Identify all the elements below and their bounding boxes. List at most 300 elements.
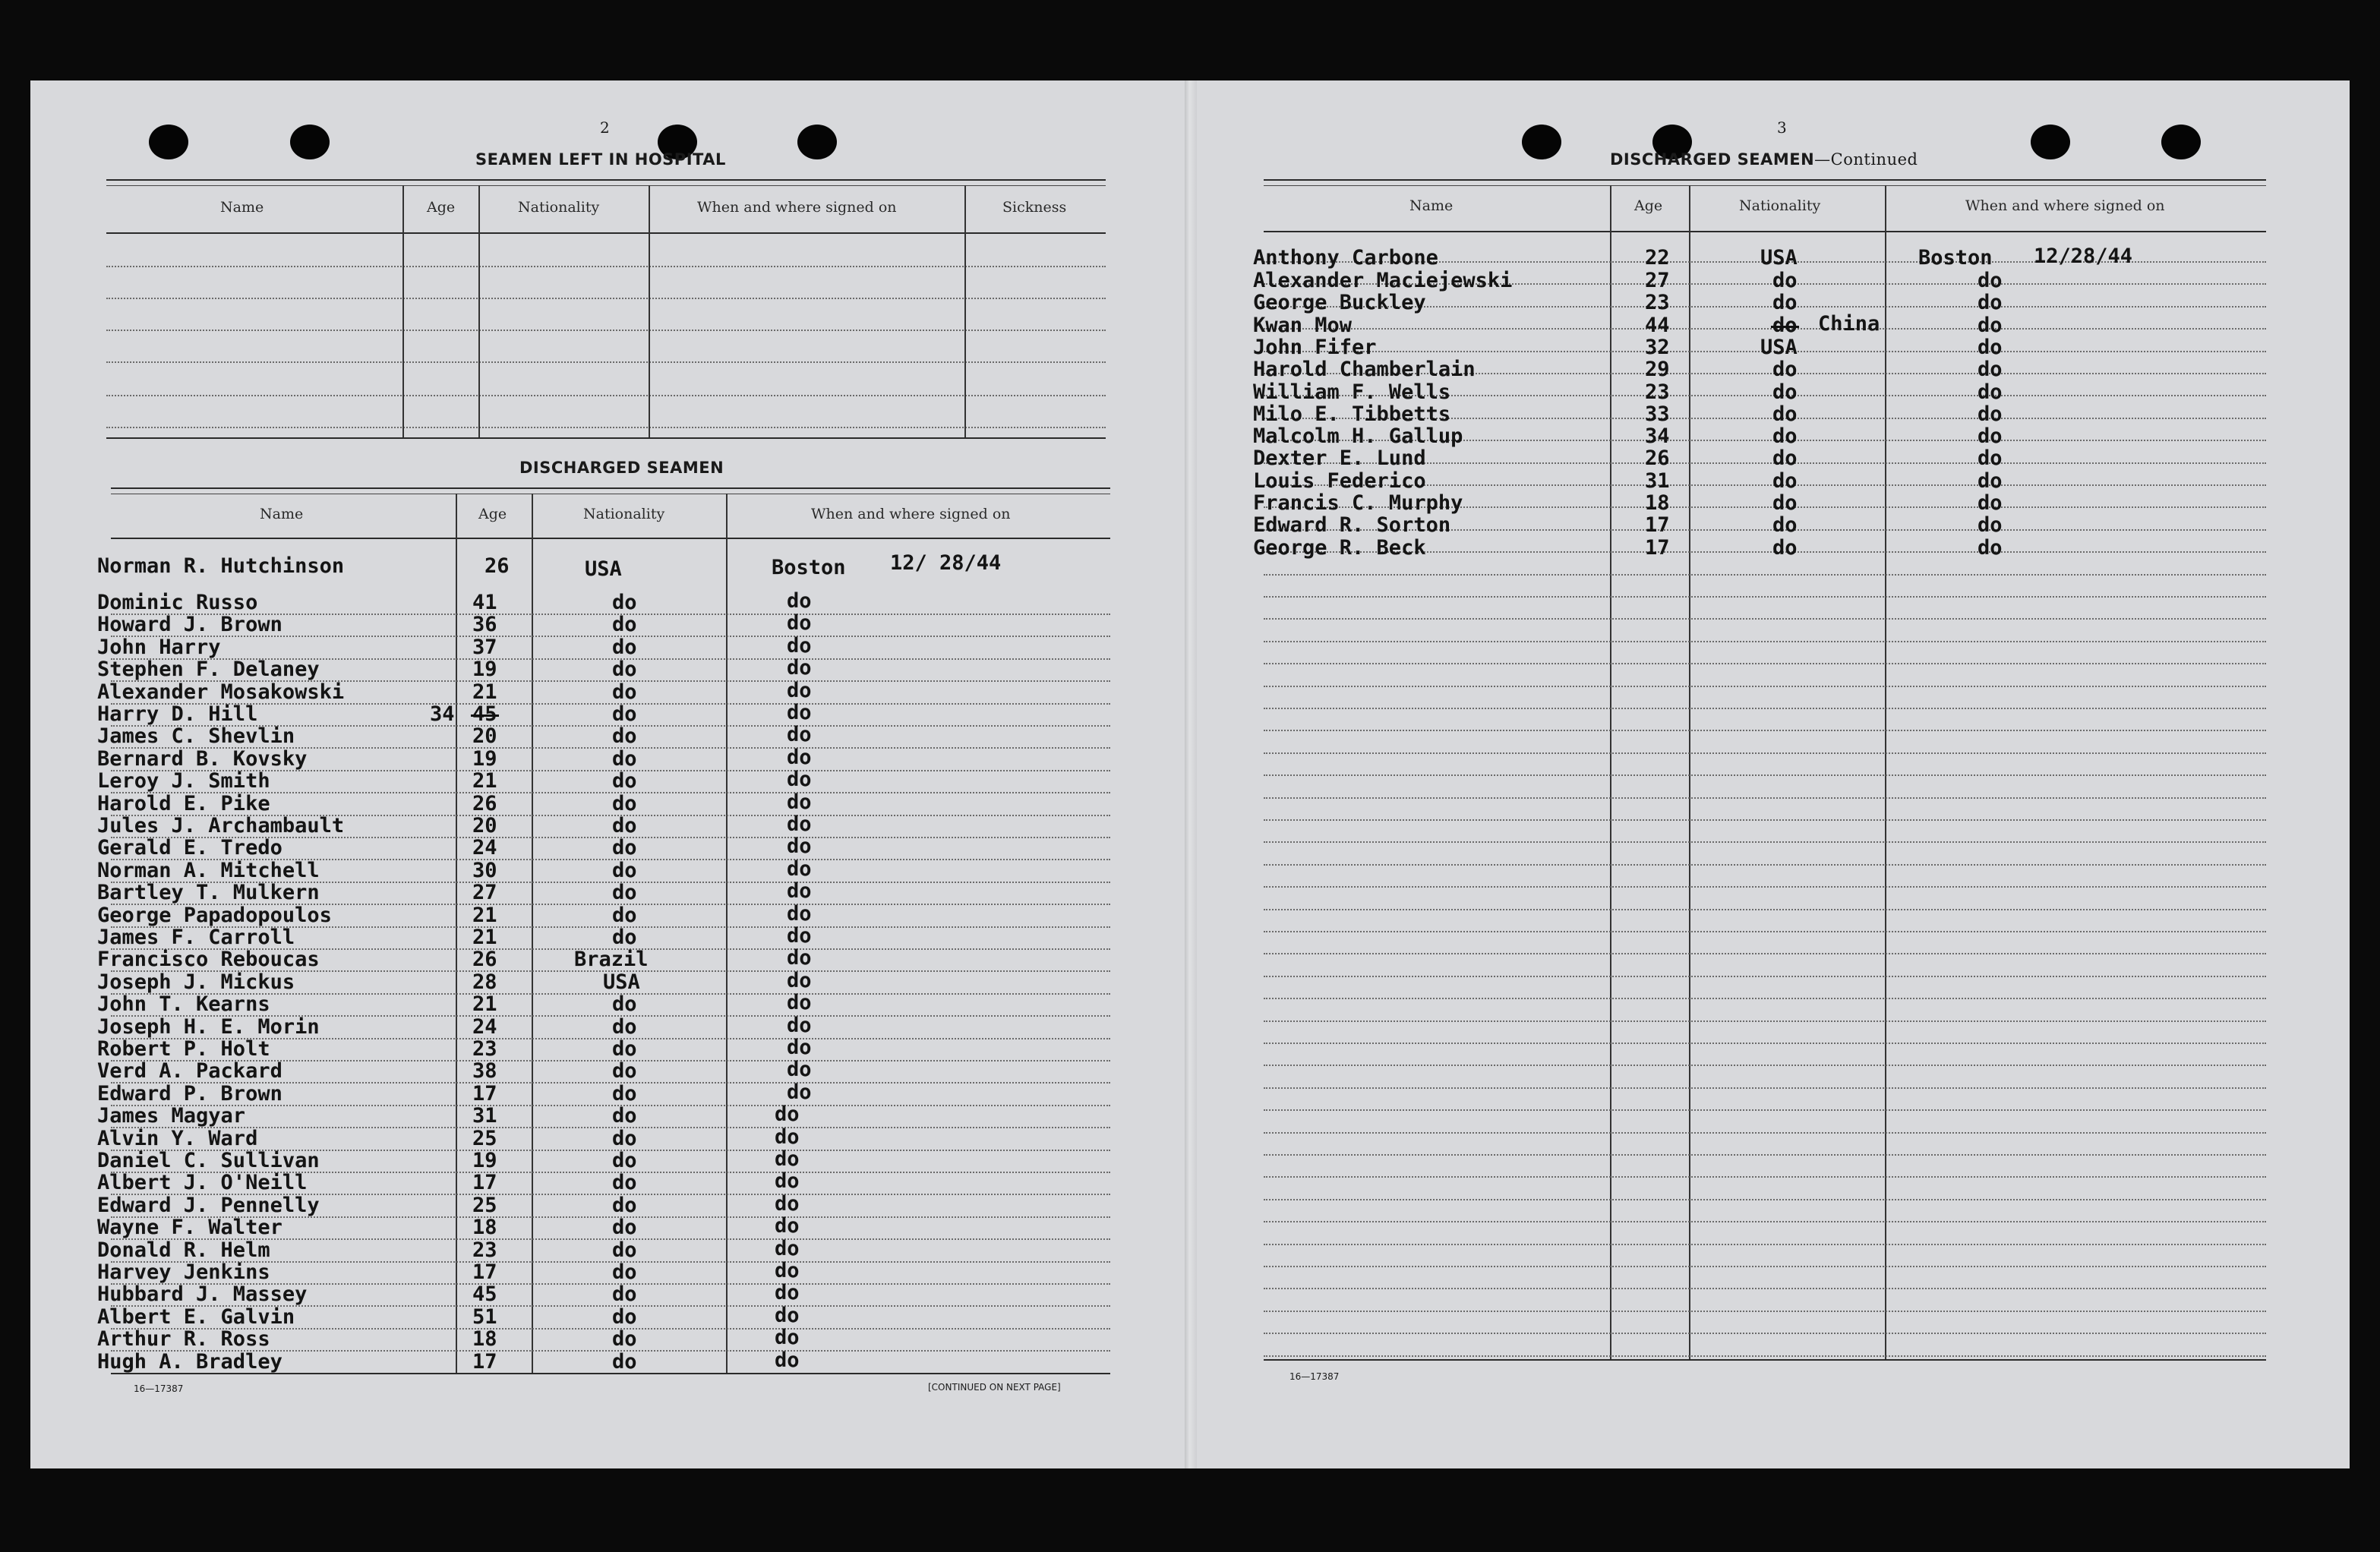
seaman-nationality: do [612,1015,637,1039]
row-line [1264,1109,2266,1111]
signed-on: do [1978,424,2003,448]
seaman-nationality: do [1772,536,1798,560]
seaman-name: Harvey Jenkins [97,1260,270,1284]
seaman-age: 17 [472,1350,497,1374]
column-header-age: Age [478,506,507,522]
seaman-age: 27 [1645,269,1670,292]
seaman-age: 29 [1645,358,1670,381]
age-correction: 34 [430,702,455,726]
table-rule [1264,185,2266,186]
seaman-nationality: do [612,702,637,726]
seaman-name: Edward J. Pennelly [97,1194,320,1217]
signed-on: do [775,1237,800,1260]
seaman-age: 22 [1645,246,1670,270]
column-header-nationality: Nationality [1739,197,1821,214]
signed-on: do [775,1214,800,1238]
signed-on: do [775,1169,800,1193]
row-line [1264,864,2266,866]
seaman-name: Joseph J. Mickus [97,970,295,994]
seaman-age: 51 [472,1305,497,1329]
table-rule [111,487,1110,489]
seaman-age: 26 [472,948,497,971]
signed-on: do [787,834,812,858]
row-line [1264,998,2266,999]
signed-on: do [1978,291,2003,314]
seaman-name: Harold Chamberlain [1253,358,1476,381]
seaman-age: 38 [472,1059,497,1083]
row-line [1264,953,2266,954]
seaman-name: Gerald E. Tredo [97,836,283,860]
seaman-nationality: do [612,769,637,793]
row-line [1264,708,2266,709]
signed-on: do [775,1147,800,1171]
seaman-nationality: do [612,1327,637,1351]
seaman-age: 21 [472,926,497,949]
row-line [106,395,1106,396]
seaman-age: 23 [472,1238,497,1262]
signed-on: do [787,768,812,791]
row-line [1264,1132,2266,1134]
seaman-name: Edward P. Brown [97,1082,283,1106]
punch-hole [797,125,837,159]
column-header-name: Name [220,199,264,216]
seaman-nationality: do [612,1260,637,1284]
seaman-nationality: do [1772,269,1798,292]
column-header-age: Age [427,199,456,216]
signed-on-date: 12/ 28/44 [890,551,1002,575]
seaman-age: 27 [472,881,497,904]
seaman-age: 26 [485,554,510,578]
seaman-age: 23 [1645,380,1670,404]
seaman-age: 20 [472,814,497,838]
seaman-age: 18 [472,1327,497,1351]
seaman-nationality: USA [603,970,640,994]
seaman-name: John T. Kearns [97,992,270,1016]
signed-on: do [775,1349,800,1372]
seaman-nationality: do [612,1238,637,1262]
signed-on-date: 12/28/44 [2034,244,2133,268]
seaman-age: 19 [472,1149,497,1172]
seaman-nationality: USA [1760,336,1798,359]
seaman-nationality: do [1772,513,1798,537]
seaman-age: 21 [472,769,497,793]
table-rule [111,538,1110,539]
row-line [1264,1288,2266,1289]
signed-on: do [787,812,812,836]
seaman-nationality: do [612,1350,637,1374]
row-line [1264,1266,2266,1267]
column-header-signed: When and where signed on [697,199,897,216]
struck-nationality [1772,314,1798,337]
seaman-age: 45 [472,1282,497,1306]
form-number: 16—17387 [1289,1371,1340,1382]
seaman-nationality: do [612,814,637,838]
seaman-name: Hubbard J. Massey [97,1282,308,1306]
signed-on: do [1978,513,2003,537]
signed-on: do [775,1102,800,1126]
signed-on: do [775,1125,800,1149]
seaman-name: Joseph H. E. Morin [97,1015,320,1039]
seaman-age [472,702,497,726]
seaman-name: Dexter E. Lund [1253,446,1426,470]
punch-hole [2031,125,2070,159]
row-line [1264,1043,2266,1044]
seaman-name: Verd A. Packard [97,1059,283,1083]
seaman-nationality: do [612,859,637,882]
row-line [1264,686,2266,687]
seaman-age: 41 [472,591,497,614]
table-rule [106,185,1106,186]
page-number: 2 [600,118,610,137]
seaman-age: 28 [472,970,497,994]
seaman-name: George Papadopoulos [97,904,332,927]
signed-on: do [775,1304,800,1327]
section-title-suffix: —Continued [1814,150,1918,169]
signed-on: do [787,902,812,926]
seaman-age: 17 [472,1082,497,1106]
row-line [1264,1087,2266,1089]
seaman-age: 32 [1645,336,1670,359]
seaman-name: Jules J. Archambault [97,814,345,838]
table-rule [106,437,1106,439]
signed-on: do [787,701,812,724]
seaman-nationality: do [1772,424,1798,448]
signed-on: do [787,857,812,881]
row-line [1264,1154,2266,1156]
row-line [1264,976,2266,977]
column-divider [1885,185,1886,1359]
seaman-nationality: do [612,836,637,860]
column-divider [726,494,728,1373]
column-divider [1610,185,1611,1359]
seaman-name: William F. Wells [1253,380,1451,404]
column-divider [532,494,533,1373]
seaman-name: Francis C. Murphy [1253,491,1463,515]
seaman-age: 19 [472,658,497,681]
seaman-age: 23 [1645,291,1670,314]
seaman-age: 25 [472,1194,497,1217]
section-title-main: DISCHARGED SEAMEN [1610,150,1815,169]
row-line [1264,328,2266,330]
signed-on: do [787,969,812,992]
row-line [1264,1244,2266,1245]
seaman-name: Norman R. Hutchinson [97,554,345,578]
table-rule [106,179,1106,181]
seaman-name: Kwan Mow [1253,314,1353,337]
column-divider [649,185,650,437]
signed-on: do [775,1281,800,1304]
seaman-nationality: do [612,926,637,949]
seaman-nationality: do [612,904,637,927]
signed-on: do [787,879,812,903]
signed-on-place: Boston [772,556,846,579]
seaman-name: Howard J. Brown [97,613,283,636]
seaman-name: Dominic Russo [97,591,258,614]
signed-on: do [787,1036,812,1059]
seaman-age: 18 [472,1216,497,1239]
signed-on: do [1978,446,2003,470]
seaman-name: Francisco Reboucas [97,948,320,971]
seaman-nationality: do [1772,446,1798,470]
row-line [1264,1199,2266,1200]
signed-on: do [787,679,812,702]
row-line [1264,931,2266,932]
punch-hole [290,125,330,159]
seaman-age: 20 [472,724,497,748]
row-line [1264,663,2266,664]
seaman-age: 26 [472,792,497,815]
signed-on: do [1978,491,2003,515]
row-line [1264,730,2266,731]
punch-hole [1522,125,1561,159]
seaman-name: Alvin Y. Ward [97,1127,258,1150]
seaman-nationality: do [612,1171,637,1194]
row-line [1264,886,2266,888]
page-number: 3 [1777,118,1787,137]
seaman-name: Albert J. O'Neill [97,1171,308,1194]
seaman-name: Harry D. Hill [97,702,258,726]
column-divider [964,185,966,437]
seaman-age: 18 [1645,491,1670,515]
seaman-age: 23 [472,1037,497,1061]
column-header-nationality: Nationality [583,506,665,522]
row-line [1264,909,2266,910]
column-divider [478,185,480,437]
column-header-name: Name [1409,197,1454,214]
seaman-age: 30 [472,859,497,882]
signed-on: do [775,1326,800,1349]
seaman-age: 17 [472,1171,497,1194]
seaman-name: Norman A. Mitchell [97,859,320,882]
row-line [1264,1065,2266,1066]
row-line [111,1127,1110,1128]
hospital-section-title: SEAMEN LEFT IN HOSPITAL [475,150,726,169]
table-rule [1264,1359,2266,1361]
column-header-nationality: Nationality [518,199,600,216]
seaman-name: John Fifer [1253,336,1377,359]
seaman-nationality: do [612,1194,637,1217]
column-header-name: Name [260,506,304,522]
table-rule [1264,179,2266,181]
seaman-nationality: Brazil [574,948,649,971]
row-line [1264,819,2266,821]
seaman-name: Harold E. Pike [97,792,270,815]
signed-on: do [1978,469,2003,493]
seaman-age: 21 [472,904,497,927]
table-rule [106,232,1106,234]
row-line [1264,752,2266,754]
seaman-name: Leroy J. Smith [97,769,270,793]
signed-on: do [787,634,812,658]
page-fold [1185,80,1197,1468]
seaman-age: 21 [472,680,497,704]
signed-on: do [775,1259,800,1282]
seaman-age: 44 [1645,314,1670,337]
seaman-nationality: do [612,680,637,704]
seaman-name: Milo E. Tibbetts [1253,402,1451,426]
signed-on: do [787,991,812,1014]
seaman-nationality: USA [1760,246,1798,270]
seaman-age: 25 [472,1127,497,1150]
punch-hole [2161,125,2201,159]
seaman-name: Alexander Mosakowski [97,680,345,704]
seaman-name: Stephen F. Delaney [97,658,320,681]
section-title [1610,150,1918,169]
column-divider [402,185,404,437]
signed-on: do [1978,314,2003,337]
column-header-signed: When and where signed on [1965,197,2165,214]
signed-on: do [1978,336,2003,359]
seaman-age: 36 [472,613,497,636]
seaman-nationality: do [612,881,637,904]
seaman-name: Edward R. Sorton [1253,513,1451,537]
row-line [1264,641,2266,642]
seaman-name: Louis Federico [1253,469,1426,493]
signed-on: do [787,1058,812,1081]
seaman-nationality: do [612,636,637,659]
column-divider [1689,185,1690,1359]
signed-on: do [1978,402,2003,426]
seaman-nationality: do [612,792,637,815]
seaman-name: Robert P. Holt [97,1037,270,1061]
seaman-age: 24 [472,1015,497,1039]
seaman-age: 26 [1645,446,1670,470]
signed-on: do [787,1014,812,1037]
seaman-nationality: do [612,658,637,681]
seaman-name: Wayne F. Walter [97,1216,283,1239]
seaman-nationality: USA [585,557,622,581]
row-line [106,427,1106,428]
seaman-age: 21 [472,992,497,1016]
seaman-nationality: do [1772,358,1798,381]
row-line [106,330,1106,331]
row-line [1264,574,2266,576]
row-line [1264,774,2266,776]
signed-on-place: Boston [1918,246,1993,270]
seaman-nationality: do [1772,402,1798,426]
row-line [106,298,1106,299]
signed-on: do [787,723,812,746]
row-line [1264,1020,2266,1022]
struck-text: do [1772,314,1798,337]
seaman-name: Hugh A. Bradley [97,1350,283,1374]
discharged-section-title: DISCHARGED SEAMEN [519,459,724,477]
continued-note: [CONTINUED ON NEXT PAGE] [928,1382,1061,1393]
signed-on: do [787,924,812,948]
signed-on: do [787,656,812,680]
seaman-name: Alexander Maciejewski [1253,269,1513,292]
signed-on: do [787,746,812,769]
struck-age: 45 [472,702,497,726]
seaman-nationality: do [612,1082,637,1106]
row-line [1264,1176,2266,1178]
seaman-nationality: do [612,1037,637,1061]
seaman-nationality: do [612,613,637,636]
signed-on: do [1978,380,2003,404]
signed-on: do [1978,358,2003,381]
seaman-nationality: do [612,1149,637,1172]
seaman-nationality: do [1772,469,1798,493]
row-line [1264,596,2266,598]
signed-on: do [775,1192,800,1216]
seaman-nationality: do [612,1127,637,1150]
signed-on: do [787,611,812,635]
column-header-age: Age [1634,197,1663,214]
column-header-signed: When and where signed on [811,506,1011,522]
seaman-age: 17 [1645,536,1670,560]
row-line [1264,1333,2266,1334]
signed-on: do [787,946,812,970]
row-line [106,361,1106,363]
row-line [106,266,1106,267]
signed-on: do [1978,536,2003,560]
column-divider [456,494,457,1373]
signed-on: do [787,790,812,814]
form-number: 16—17387 [134,1383,184,1394]
seaman-age: 24 [472,836,497,860]
table-rule [1264,231,2266,232]
seaman-name: Bernard B. Kovsky [97,747,308,771]
seaman-nationality: do [612,1282,637,1306]
seaman-name: James Magyar [97,1104,246,1128]
seaman-age: 34 [1645,424,1670,448]
row-line [1264,841,2266,843]
seaman-name: George Buckley [1253,291,1426,314]
row-line [1264,618,2266,620]
seaman-name: Albert E. Galvin [97,1305,295,1329]
seaman-name: Anthony Carbone [1253,246,1438,270]
row-line [1264,1221,2266,1222]
seaman-name: Arthur R. Ross [97,1327,270,1351]
seaman-name: George R. Beck [1253,536,1426,560]
seaman-nationality: do [1772,380,1798,404]
seaman-nationality: do [612,1104,637,1128]
signed-on: do [787,589,812,613]
seaman-age: 37 [472,636,497,659]
seaman-nationality: do [612,747,637,771]
row-line [1264,1311,2266,1312]
seaman-name: John Harry [97,636,221,659]
seaman-age: 33 [1645,402,1670,426]
seaman-nationality: do [612,1216,637,1239]
seaman-nationality: do [612,1305,637,1329]
seaman-nationality: do [1772,491,1798,515]
column-header-sickness: Sickness [1002,199,1067,216]
seaman-name: Donald R. Helm [97,1238,270,1262]
row-line [1264,797,2266,799]
seaman-name: Daniel C. Sullivan [97,1149,320,1172]
seaman-age: 31 [1645,469,1670,493]
seaman-name: Bartley T. Mulkern [97,881,320,904]
seaman-nationality: China [1818,312,1880,336]
seaman-name: James F. Carroll [97,926,295,949]
signed-on: do [787,1080,812,1104]
seaman-age: 31 [472,1104,497,1128]
punch-hole [149,125,188,159]
seaman-nationality: do [612,724,637,748]
seaman-nationality: do [612,591,637,614]
seaman-nationality: do [612,1059,637,1083]
seaman-nationality: do [1772,291,1798,314]
seaman-age: 19 [472,747,497,771]
signed-on: do [1978,269,2003,292]
seaman-name: James C. Shevlin [97,724,295,748]
seaman-age: 17 [472,1260,497,1284]
row-line [1264,1355,2266,1357]
seaman-age: 17 [1645,513,1670,537]
seaman-name: Malcolm H. Gallup [1253,424,1463,448]
seaman-nationality: do [612,992,637,1016]
